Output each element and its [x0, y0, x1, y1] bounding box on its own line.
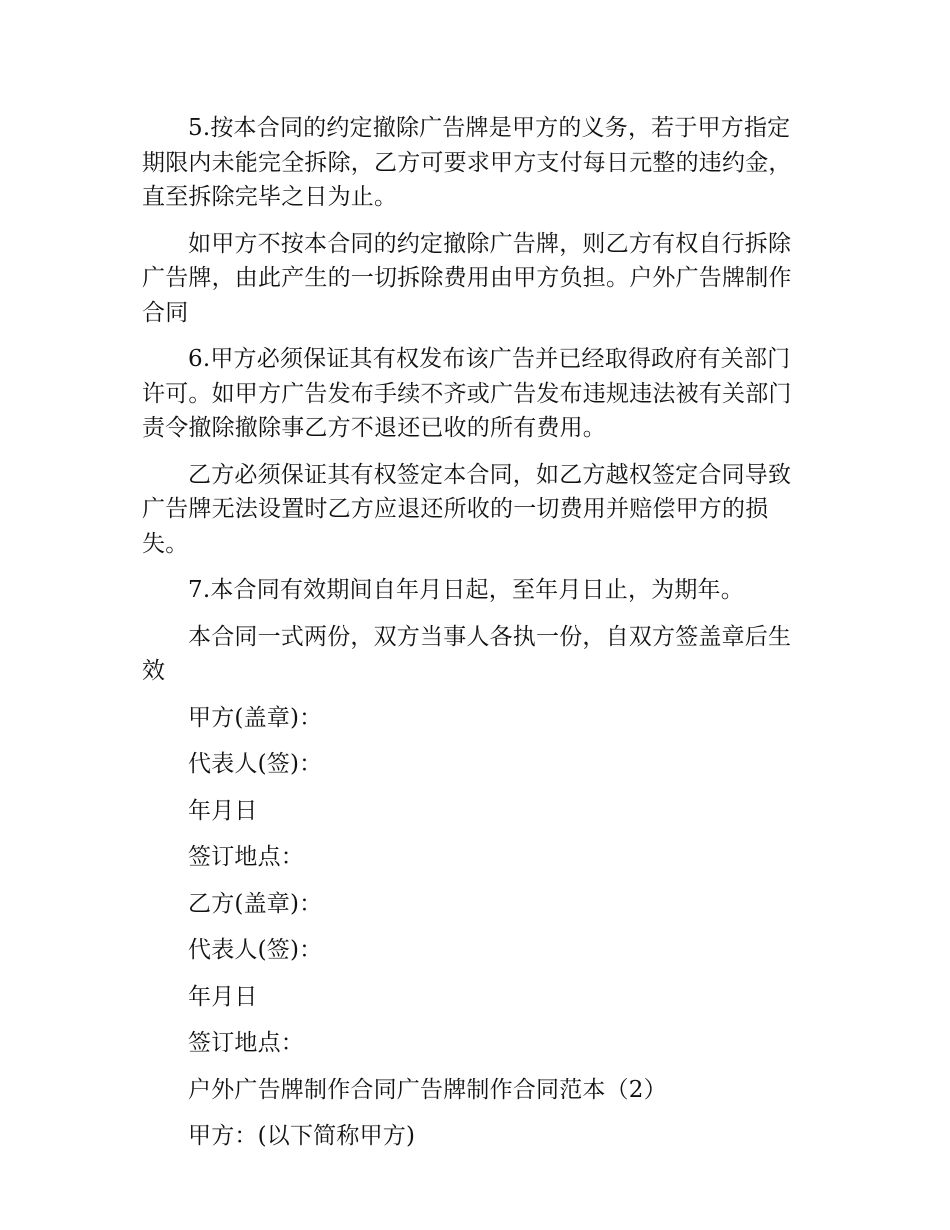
party-a-intro-line: 甲方：(以下简称甲方) — [188, 1123, 416, 1149]
clause-6-paragraph: 6.甲方必须保证其有权发布该广告并已经取得政府有关部门许可。如甲方广告发布手续不齐或广告发布违规违法被有关部门责令撤除撤除事乙方不退还已收的所有费用。 — [142, 346, 792, 441]
party-a-signing-place-line: 签订地点： — [188, 844, 304, 870]
party-b-seal-line: 乙方(盖章)： — [188, 890, 323, 917]
party-a-date-line: 年月日 — [188, 797, 258, 824]
document-page — [142, 111, 812, 1166]
template-title-line: 户外广告牌制作合同广告牌制作合同范本（2） — [188, 1076, 667, 1103]
effectiveness-paragraph: 本合同一式两份，双方当事人各执一份，自双方签盖章后生效 — [142, 623, 792, 684]
party-b-date-line: 年月日 — [188, 983, 258, 1010]
clause-7-paragraph: 7.本合同有效期间自年月日起，至年月日止，为期年。 — [188, 577, 744, 603]
self-removal-paragraph: 如甲方不按本合同的约定撤除广告牌，则乙方有权自行拆除广告牌，由此产生的一切拆除费用由甲方负担。户外广告牌制作合同 — [142, 230, 792, 326]
party-b-guarantee-paragraph: 乙方必须保证其有权签定本合同，如乙方越权签定合同导致广告牌无法设置时乙方应退还所收的一切费用并赔偿甲方的损失。 — [142, 461, 792, 557]
party-a-representative-line: 代表人(签)： — [188, 751, 323, 777]
party-a-seal-line: 甲方(盖章)： — [188, 704, 323, 731]
party-b-signing-place-line: 签订地点： — [188, 1030, 304, 1056]
party-b-representative-line: 代表人(签)： — [188, 937, 323, 963]
clause-5-paragraph: 5.按本合同的约定撤除广告牌是甲方的义务，若于甲方指定期限内未能完全拆除，乙方可要求甲方支付每日元整的违约金，直至拆除完毕之日为止。 — [142, 115, 792, 210]
